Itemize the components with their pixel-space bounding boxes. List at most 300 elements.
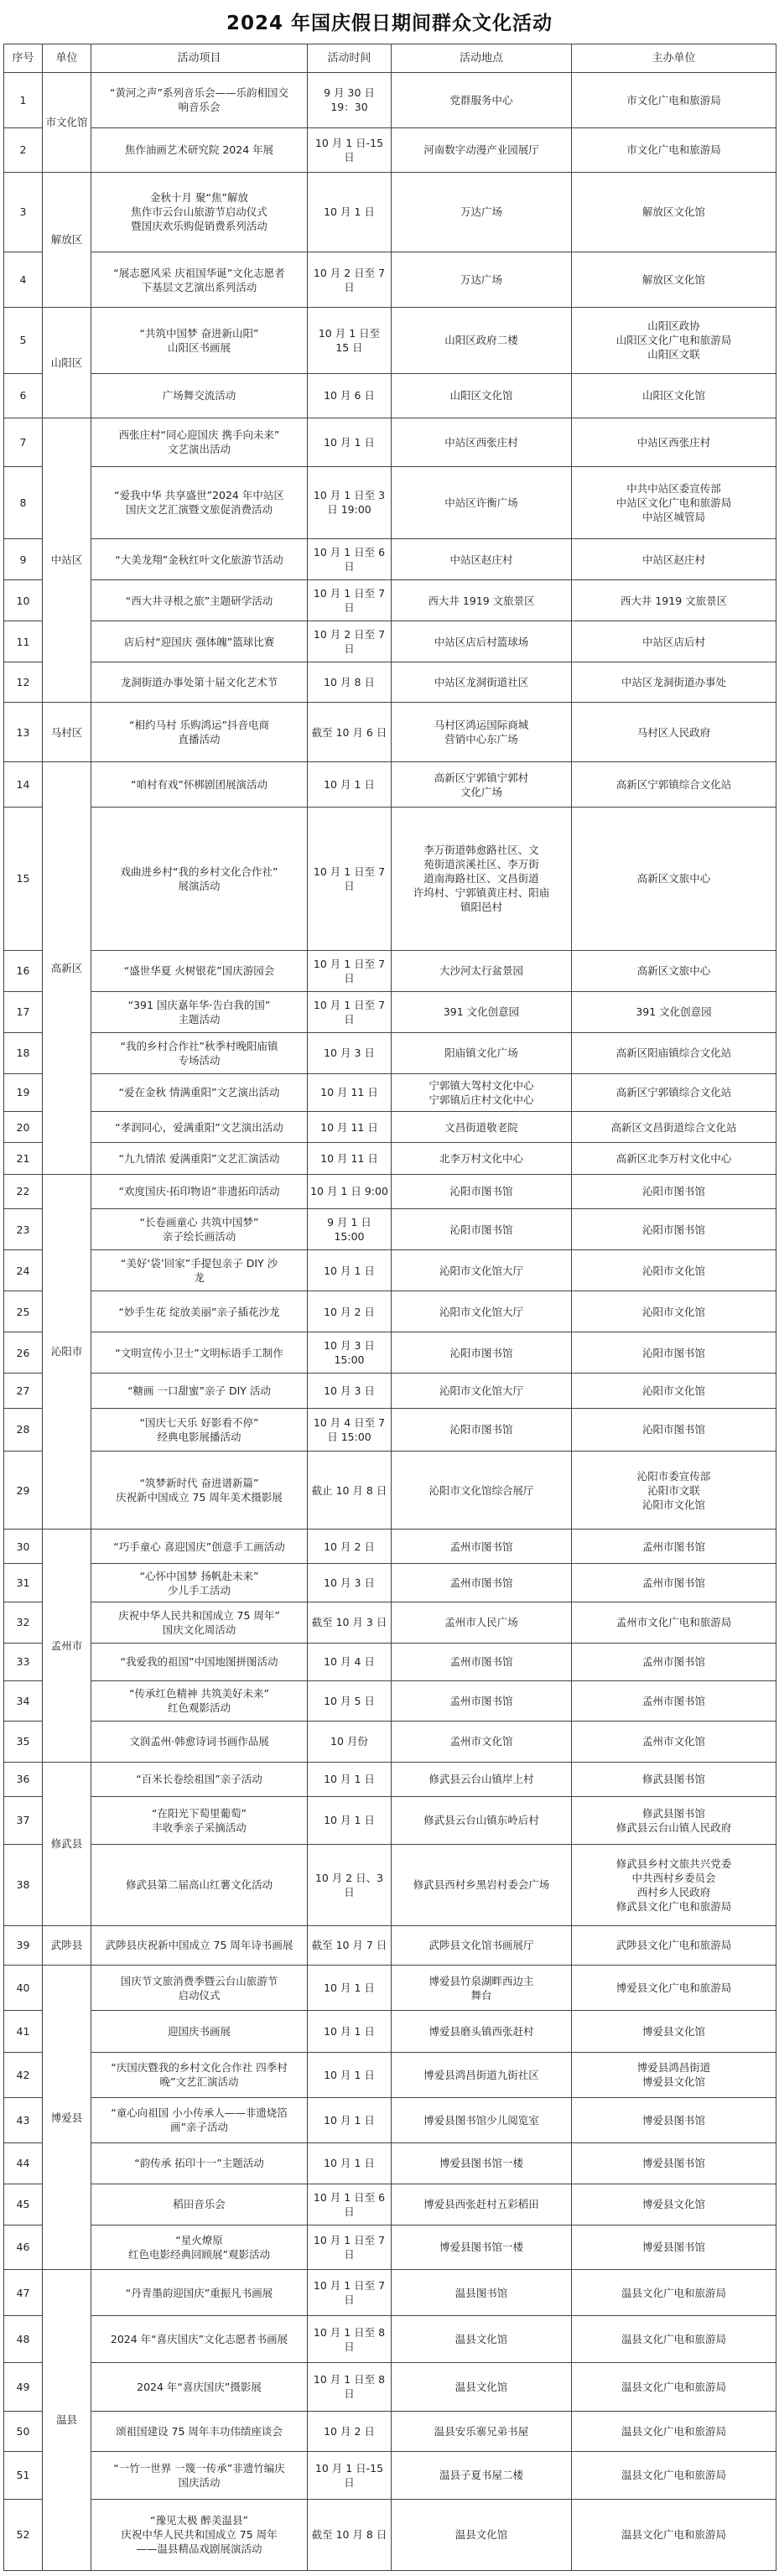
- cell-no: 3: [4, 172, 43, 252]
- table-row: [4, 808, 776, 950]
- cell-no: 22: [4, 1174, 43, 1208]
- cell-time: 10 月 1 日至 7 日: [308, 2269, 392, 2316]
- cell-activity: “巧手童心 喜迎国庆”创意手工画活动: [91, 1530, 308, 1564]
- cell-time: 10 月 8 日: [308, 662, 392, 703]
- cell-place: 孟州市图书馆: [392, 1530, 572, 1564]
- cell-activity: 庆祝中华人民共和国成立 75 周年” 国庆文化周活动: [91, 1602, 308, 1643]
- cell-organizer: 高新区宁郭镇综合文化站: [572, 1073, 776, 1111]
- cell-activity: “孝润同心，爱满重阳”文艺演出活动: [91, 1111, 308, 1142]
- cell-no: 29: [4, 1452, 43, 1530]
- table-row: [4, 2184, 776, 2225]
- table-row: [4, 73, 776, 128]
- cell-time: 截至 10 月 3 日: [308, 1602, 392, 1643]
- cell-time: 10 月 2 日: [308, 1530, 392, 1564]
- cell-activity: “欢度国庆·拓印物语”非遗拓印活动: [91, 1174, 308, 1208]
- cell-time: 10 月 2 日至 7 日: [308, 252, 392, 308]
- cell-no: 7: [4, 418, 43, 466]
- table-row: [4, 991, 776, 1032]
- cell-no: 16: [4, 950, 43, 991]
- cell-place: 中站区西张庄村: [392, 418, 572, 466]
- cell-organizer: 沁阳市文化馆: [572, 1291, 776, 1332]
- table-row: [4, 1844, 776, 1925]
- cell-place: 河南数字动漫产业园展厅: [392, 127, 572, 172]
- cell-activity: 龙洞街道办事处第十届文化艺术节: [91, 662, 308, 703]
- cell-activity: “豫见太极 醉美温县” 庆祝中华人民共和国成立 75 周年 ——温县精品戏剧展演活动: [91, 2499, 308, 2570]
- cell-organizer: 山阳区政协 山阳区文化广电和旅游局 山阳区文联: [572, 308, 776, 374]
- cell-activity: 2024 年“喜庆国庆”摄影展: [91, 2362, 308, 2411]
- cell-time: 10 月 1 日至 7 日: [308, 950, 392, 991]
- cell-no: 32: [4, 1602, 43, 1643]
- cell-organizer: 博爱县图书馆: [572, 2097, 776, 2142]
- cell-place: 博爱县图书馆一楼: [392, 2142, 572, 2184]
- cell-time: 10 月 1 日: [308, 2097, 392, 2142]
- cell-activity: “相约马村 乐购鸿运”抖音电商 直播活动: [91, 703, 308, 762]
- cell-activity: “星火燎原 红色电影经典回顾展”观影活动: [91, 2225, 308, 2270]
- cell-time: 10 月 1 日-15 日: [308, 127, 392, 172]
- cell-activity: “童心向祖国 小小传承人——非遗烧箔 画”亲子活动: [91, 2097, 308, 2142]
- cell-place: 沁阳市图书馆: [392, 1209, 572, 1250]
- table-row: [4, 1332, 776, 1374]
- cell-unit: 修武县: [43, 1762, 91, 1925]
- cell-place: 沁阳市文化馆综合展厅: [392, 1452, 572, 1530]
- cell-no: 18: [4, 1032, 43, 1073]
- cell-activity: “展志愿风采 庆祖国华诞”文化志愿者 下基层文艺演出系列活动: [91, 252, 308, 308]
- cell-organizer: 市文化广电和旅游局: [572, 127, 776, 172]
- cell-time: 截止 10 月 8 日: [308, 1452, 392, 1530]
- table-row: [4, 1111, 776, 1142]
- cell-place: 党群服务中心: [392, 73, 572, 128]
- cell-place: 391 文化创意园: [392, 991, 572, 1032]
- cell-activity: “妙手生花 绽放美丽”亲子插花沙龙: [91, 1291, 308, 1332]
- cell-time: 10 月 11 日: [308, 1143, 392, 1174]
- cell-unit: 博爱县: [43, 1966, 91, 2270]
- cell-time: 10 月 1 日: [308, 1250, 392, 1291]
- cell-time: 10 月 1 日至 6 日: [308, 2184, 392, 2225]
- cell-activity: 稻田音乐会: [91, 2184, 308, 2225]
- cell-no: 50: [4, 2412, 43, 2452]
- cell-time: 10 月 1 日: [308, 418, 392, 466]
- cell-organizer: 马村区人民政府: [572, 703, 776, 762]
- cell-organizer: 武陟县文化广电和旅游局: [572, 1925, 776, 1966]
- cell-place: 博爱县图书馆少儿阅览室: [392, 2097, 572, 2142]
- header-unit: 单位: [43, 44, 91, 73]
- cell-no: 33: [4, 1643, 43, 1680]
- cell-activity: 修武县第二届高山红薯文化活动: [91, 1844, 308, 1925]
- cell-activity: “长卷画童心 共筑中国梦” 亲子绘长画活动: [91, 1209, 308, 1250]
- cell-activity: 广场舞交流活动: [91, 373, 308, 418]
- cell-time: 10 月 1 日: [308, 1966, 392, 2011]
- cell-place: 沁阳市图书馆: [392, 1332, 572, 1374]
- cell-place: 博爱县磨头镇西张赶村: [392, 2011, 572, 2052]
- cell-no: 39: [4, 1925, 43, 1966]
- table-row: [4, 1602, 776, 1643]
- cell-time: 10 月份: [308, 1721, 392, 1762]
- cell-activity: 戏曲进乡村“我的乡村文化合作社” 展演活动: [91, 808, 308, 950]
- cell-activity: “爱我中华 共享盛世”2024 年中站区 国庆文艺汇演暨文旅促消费活动: [91, 466, 308, 538]
- cell-organizer: 温县文化广电和旅游局: [572, 2269, 776, 2316]
- cell-place: 博爱县鸿昌街道九街社区: [392, 2052, 572, 2097]
- cell-activity: “在阳光下萄里葡萄” 丰收季亲子采摘活动: [91, 1796, 308, 1844]
- table-row: [4, 1925, 776, 1966]
- cell-no: 13: [4, 703, 43, 762]
- cell-organizer: 高新区北李万村文化中心: [572, 1143, 776, 1174]
- table-row: [4, 1643, 776, 1680]
- cell-time: 10 月 5 日: [308, 1680, 392, 1721]
- cell-activity: “丹青墨韵迎国庆”重振凡书画展: [91, 2269, 308, 2316]
- cell-activity: “大美龙翔”金秋红叶文化旅游节活动: [91, 539, 308, 580]
- cell-time: 截至 10 月 8 日: [308, 2499, 392, 2570]
- table-row: [4, 1032, 776, 1073]
- table-row: [4, 1564, 776, 1602]
- cell-time: 10 月 1 日至 7 日: [308, 2225, 392, 2270]
- cell-place: 万达广场: [392, 172, 572, 252]
- cell-place: 修武县西村乡黑岩村委会广场: [392, 1844, 572, 1925]
- cell-organizer: 博爱县图书馆: [572, 2142, 776, 2184]
- cell-no: 15: [4, 808, 43, 950]
- cell-no: 42: [4, 2052, 43, 2097]
- cell-place: 中站区赵庄村: [392, 539, 572, 580]
- cell-time: 9 月 1 日 15:00: [308, 1209, 392, 1250]
- cell-place: 孟州市图书馆: [392, 1643, 572, 1680]
- cell-place: 中站区店后村篮球场: [392, 621, 572, 662]
- cell-organizer: 温县文化广电和旅游局: [572, 2316, 776, 2363]
- cell-organizer: 中站区赵庄村: [572, 539, 776, 580]
- cell-time: 10 月 1 日: [308, 172, 392, 252]
- cell-place: 孟州市图书馆: [392, 1680, 572, 1721]
- cell-place: 温县子夏书屋二楼: [392, 2451, 572, 2499]
- cell-time: 10 月 1 日至 15 日: [308, 308, 392, 374]
- cell-time: 截至 10 月 6 日: [308, 703, 392, 762]
- cell-no: 45: [4, 2184, 43, 2225]
- table-row: [4, 1209, 776, 1250]
- cell-time: 10 月 1 日: [308, 1796, 392, 1844]
- cell-place: 沁阳市图书馆: [392, 1408, 572, 1452]
- cell-no: 48: [4, 2316, 43, 2363]
- cell-activity: “爱在金秋 情满重阳”文艺演出活动: [91, 1073, 308, 1111]
- cell-activity: 西张庄村“同心迎国庆 携手向未来” 文艺演出活动: [91, 418, 308, 466]
- header-time: 活动时间: [308, 44, 392, 73]
- cell-activity: “美好‘袋’回家”手提包亲子 DIY 沙 龙: [91, 1250, 308, 1291]
- cell-place: 文昌街道敬老院: [392, 1111, 572, 1142]
- cell-no: 28: [4, 1408, 43, 1452]
- cell-time: 10 月 4 日至 7 日 15:00: [308, 1408, 392, 1452]
- cell-time: 10 月 3 日: [308, 1032, 392, 1073]
- cell-place: 西大井 1919 文旅景区: [392, 580, 572, 621]
- cell-activity: “共筑中国梦 奋进新山阳” 山阳区书画展: [91, 308, 308, 374]
- table-row: [4, 539, 776, 580]
- cell-activity: 武陟县庆祝新中国成立 75 周年诗书画展: [91, 1925, 308, 1966]
- table-row: [4, 1680, 776, 1721]
- cell-no: 10: [4, 580, 43, 621]
- cell-organizer: 沁阳市图书馆: [572, 1408, 776, 1452]
- cell-activity: “盛世华夏 火树银花”国庆游园会: [91, 950, 308, 991]
- cell-place: 孟州市人民广场: [392, 1602, 572, 1643]
- cell-time: 10 月 1 日至 8 日: [308, 2362, 392, 2411]
- cell-organizer: 温县文化广电和旅游局: [572, 2451, 776, 2499]
- cell-organizer: 解放区文化馆: [572, 172, 776, 252]
- cell-no: 44: [4, 2142, 43, 2184]
- cell-no: 34: [4, 1680, 43, 1721]
- cell-no: 21: [4, 1143, 43, 1174]
- table-row: [4, 1073, 776, 1111]
- cell-organizer: 博爱县鸿昌街道 博爱县文化馆: [572, 2052, 776, 2097]
- cell-no: 20: [4, 1111, 43, 1142]
- cell-place: 山阳区政府二楼: [392, 308, 572, 374]
- cell-place: 万达广场: [392, 252, 572, 308]
- table-row: [4, 308, 776, 374]
- cell-no: 23: [4, 1209, 43, 1250]
- cell-organizer: 沁阳市文化馆: [572, 1250, 776, 1291]
- cell-no: 38: [4, 1844, 43, 1925]
- cell-no: 27: [4, 1374, 43, 1408]
- cell-activity: “心怀中国梦 扬帆赴未来” 少儿手工活动: [91, 1564, 308, 1602]
- cell-activity: “九九情浓 爱满重阳”文艺汇演活动: [91, 1143, 308, 1174]
- cell-no: 35: [4, 1721, 43, 1762]
- cell-activity: “百米长卷绘祖国”亲子活动: [91, 1762, 308, 1796]
- header-activity: 活动项目: [91, 44, 308, 73]
- cell-no: 19: [4, 1073, 43, 1111]
- header-organizer: 主办单位: [572, 44, 776, 73]
- cell-time: 10 月 1 日至 3 日 19:00: [308, 466, 392, 538]
- table-row: [4, 950, 776, 991]
- cell-place: 中站区龙洞街道社区: [392, 662, 572, 703]
- cell-no: 24: [4, 1250, 43, 1291]
- cell-time: 10 月 4 日: [308, 1643, 392, 1680]
- cell-place: 马村区鸿运国际商城 营销中心东广场: [392, 703, 572, 762]
- cell-activity: “韵传承 拓印十一”主题活动: [91, 2142, 308, 2184]
- table-row: [4, 1374, 776, 1408]
- table-row: [4, 2499, 776, 2570]
- table-row: [4, 2451, 776, 2499]
- activities-table: [3, 44, 776, 2571]
- cell-organizer: 中共中站区委宣传部 中站区文化广电和旅游局 中站区城管局: [572, 466, 776, 538]
- table-row: [4, 762, 776, 808]
- cell-no: 5: [4, 308, 43, 374]
- cell-time: 10 月 2 日: [308, 2412, 392, 2452]
- cell-activity: “我爱我的祖国”中国地图拼图活动: [91, 1643, 308, 1680]
- table-row: [4, 2412, 776, 2452]
- cell-no: 17: [4, 991, 43, 1032]
- table-row: [4, 2225, 776, 2270]
- cell-place: 中站区许衡广场: [392, 466, 572, 538]
- cell-place: 温县文化馆: [392, 2316, 572, 2363]
- table-body: [4, 73, 776, 2571]
- cell-organizer: 博爱县文化广电和旅游局: [572, 1966, 776, 2011]
- cell-organizer: 沁阳市文化馆: [572, 1374, 776, 1408]
- cell-place: 沁阳市文化馆大厅: [392, 1374, 572, 1408]
- cell-activity: “糖画 一口甜蜜”亲子 DIY 活动: [91, 1374, 308, 1408]
- cell-activity: 焦作油画艺术研究院 2024 年展: [91, 127, 308, 172]
- cell-no: 11: [4, 621, 43, 662]
- cell-time: 10 月 3 日 15:00: [308, 1332, 392, 1374]
- cell-organizer: 西大井 1919 文旅景区: [572, 580, 776, 621]
- cell-no: 37: [4, 1796, 43, 1844]
- cell-organizer: 391 文化创意园: [572, 991, 776, 1032]
- table-row: [4, 418, 776, 466]
- header-no: 序号: [4, 44, 43, 73]
- table-row: [4, 1250, 776, 1291]
- table-row: [4, 2269, 776, 2316]
- cell-time: 10 月 3 日: [308, 1374, 392, 1408]
- table-row: [4, 1530, 776, 1564]
- cell-activity: “黄河之声”系列音乐会——乐韵相国交 响音乐会: [91, 73, 308, 128]
- cell-place: 沁阳市文化馆大厅: [392, 1291, 572, 1332]
- cell-no: 43: [4, 2097, 43, 2142]
- table-row: [4, 1408, 776, 1452]
- cell-activity: 颂祖国建设 75 周年丰功伟绩座谈会: [91, 2412, 308, 2452]
- cell-organizer: 高新区文旅中心: [572, 808, 776, 950]
- cell-time: 10 月 2 日、3 日: [308, 1844, 392, 1925]
- cell-organizer: 沁阳市图书馆: [572, 1332, 776, 1374]
- cell-time: 10 月 1 日 9:00: [308, 1174, 392, 1208]
- cell-organizer: 温县文化广电和旅游局: [572, 2412, 776, 2452]
- cell-place: 高新区宁郭镇宁郭村 文化广场: [392, 762, 572, 808]
- cell-organizer: 温县文化广电和旅游局: [572, 2362, 776, 2411]
- cell-time: 10 月 11 日: [308, 1111, 392, 1142]
- table-row: [4, 580, 776, 621]
- table-row: [4, 2097, 776, 2142]
- cell-time: 10 月 1 日: [308, 2011, 392, 2052]
- cell-place: 沁阳市图书馆: [392, 1174, 572, 1208]
- cell-no: 1: [4, 73, 43, 128]
- cell-place: 博爱县西张赶村五彩稻田: [392, 2184, 572, 2225]
- cell-place: 孟州市图书馆: [392, 1564, 572, 1602]
- cell-organizer: 高新区文昌街道综合文化站: [572, 1111, 776, 1142]
- cell-place: 温县文化馆: [392, 2362, 572, 2411]
- table-row: [4, 1721, 776, 1762]
- cell-place: 温县安乐寨兄弟书屋: [392, 2412, 572, 2452]
- cell-no: 8: [4, 466, 43, 538]
- cell-time: 10 月 2 日至 7 日: [308, 621, 392, 662]
- cell-no: 51: [4, 2451, 43, 2499]
- cell-activity: 文润孟州·韩愈诗词书画作品展: [91, 1721, 308, 1762]
- table-row: [4, 703, 776, 762]
- cell-unit: 山阳区: [43, 308, 91, 418]
- cell-place: 北李万村文化中心: [392, 1143, 572, 1174]
- cell-activity: 2024 年“喜庆国庆”文化志愿者书画展: [91, 2316, 308, 2363]
- cell-no: 6: [4, 373, 43, 418]
- cell-place: 大沙河太行盆景园: [392, 950, 572, 991]
- table-row: [4, 373, 776, 418]
- cell-no: 4: [4, 252, 43, 308]
- table-row: [4, 1966, 776, 2011]
- cell-unit: 武陟县: [43, 1925, 91, 1966]
- page-title: 2024 年国庆假日期间群众文化活动: [226, 13, 553, 34]
- cell-place: 博爱县图书馆一楼: [392, 2225, 572, 2270]
- cell-no: 25: [4, 1291, 43, 1332]
- cell-place: 李万街道韩愈路社区、文 苑街道滨溪社区、李万街 道南海路社区、文昌街道 许坞村、宁郭镇黄庄村、阳庙 镇阳邑村: [392, 808, 572, 950]
- cell-place: 宁郭镇大驾村文化中心 宁郭镇后庄村文化中心: [392, 1073, 572, 1111]
- cell-no: 9: [4, 539, 43, 580]
- cell-no: 14: [4, 762, 43, 808]
- cell-activity: “一竹一世界 一篾一传承”非遗竹编庆 国庆活动: [91, 2451, 308, 2499]
- cell-time: 10 月 1 日至 7 日: [308, 808, 392, 950]
- cell-organizer: 修武县图书馆 修武县云台山镇人民政府: [572, 1796, 776, 1844]
- cell-no: 47: [4, 2269, 43, 2316]
- cell-no: 31: [4, 1564, 43, 1602]
- cell-time: 10 月 1 日至 8 日: [308, 2316, 392, 2363]
- cell-organizer: 孟州市文化馆: [572, 1721, 776, 1762]
- cell-place: 温县文化馆: [392, 2499, 572, 2570]
- cell-time: 10 月 1 日: [308, 762, 392, 808]
- table-row: [4, 1762, 776, 1796]
- cell-organizer: 沁阳市委宣传部 沁阳市文联 沁阳市文化馆: [572, 1452, 776, 1530]
- table-row: [4, 2316, 776, 2363]
- table-row: [4, 252, 776, 308]
- cell-organizer: 温县文化广电和旅游局: [572, 2499, 776, 2570]
- cell-organizer: 中站区龙洞街道办事处: [572, 662, 776, 703]
- cell-no: 46: [4, 2225, 43, 2270]
- cell-organizer: 博爱县图书馆: [572, 2225, 776, 2270]
- cell-time: 9 月 30 日 19：30: [308, 73, 392, 128]
- cell-unit: 孟州市: [43, 1530, 91, 1762]
- table-row: [4, 621, 776, 662]
- cell-activity: “391 国庆嘉年华·告白我的国” 主题活动: [91, 991, 308, 1032]
- cell-activity: “国庆七天乐 好影看不停” 经典电影展播活动: [91, 1408, 308, 1452]
- cell-organizer: 沁阳市图书馆: [572, 1209, 776, 1250]
- table-row: [4, 172, 776, 252]
- cell-unit: 解放区: [43, 172, 91, 307]
- cell-place: 武陟县文化馆书画展厅: [392, 1925, 572, 1966]
- cell-time: 10 月 6 日: [308, 373, 392, 418]
- cell-organizer: 孟州市文化广电和旅游局: [572, 1602, 776, 1643]
- table-row: [4, 1452, 776, 1530]
- cell-time: 10 月 2 日: [308, 1291, 392, 1332]
- table-row: [4, 2052, 776, 2097]
- cell-place: 博爱县竹泉湖畔西边主 舞台: [392, 1966, 572, 2011]
- cell-no: 36: [4, 1762, 43, 1796]
- cell-time: 10 月 1 日: [308, 2142, 392, 2184]
- cell-time: 截至 10 月 7 日: [308, 1925, 392, 1966]
- table-row: [4, 466, 776, 538]
- cell-unit: 市文化馆: [43, 73, 91, 173]
- header-row: [4, 44, 776, 73]
- cell-activity: 迎国庆书画展: [91, 2011, 308, 2052]
- cell-no: 41: [4, 2011, 43, 2052]
- table-row: [4, 2362, 776, 2411]
- cell-activity: “我的乡村合作社”秋季村晚阳庙镇 专场活动: [91, 1032, 308, 1073]
- table-row: [4, 1291, 776, 1332]
- cell-no: 40: [4, 1966, 43, 2011]
- table-row: [4, 1796, 776, 1844]
- table-row: [4, 662, 776, 703]
- cell-place: 修武县云台山镇岸上村: [392, 1762, 572, 1796]
- cell-place: 阳庙镇文化广场: [392, 1032, 572, 1073]
- header-place: 活动地点: [392, 44, 572, 73]
- cell-place: 山阳区文化馆: [392, 373, 572, 418]
- cell-organizer: 孟州市图书馆: [572, 1680, 776, 1721]
- cell-activity: “文明宣传小卫士”文明标语手工制作: [91, 1332, 308, 1374]
- table-row: [4, 1174, 776, 1208]
- cell-time: 10 月 3 日: [308, 1564, 392, 1602]
- cell-organizer: 高新区宁郭镇综合文化站: [572, 762, 776, 808]
- cell-unit: 马村区: [43, 703, 91, 762]
- cell-organizer: 高新区阳庙镇综合文化站: [572, 1032, 776, 1073]
- cell-no: 49: [4, 2362, 43, 2411]
- cell-place: 修武县云台山镇东岭后村: [392, 1796, 572, 1844]
- cell-organizer: 中站区店后村: [572, 621, 776, 662]
- cell-place: 沁阳市文化馆大厅: [392, 1250, 572, 1291]
- cell-no: 30: [4, 1530, 43, 1564]
- cell-organizer: 孟州市图书馆: [572, 1564, 776, 1602]
- cell-organizer: 山阳区文化馆: [572, 373, 776, 418]
- cell-organizer: 高新区文旅中心: [572, 950, 776, 991]
- table-row: [4, 127, 776, 172]
- cell-time: 10 月 1 日: [308, 1762, 392, 1796]
- cell-organizer: 孟州市图书馆: [572, 1643, 776, 1680]
- cell-organizer: 市文化广电和旅游局: [572, 73, 776, 128]
- cell-activity: “西大井寻根之旅”主题研学活动: [91, 580, 308, 621]
